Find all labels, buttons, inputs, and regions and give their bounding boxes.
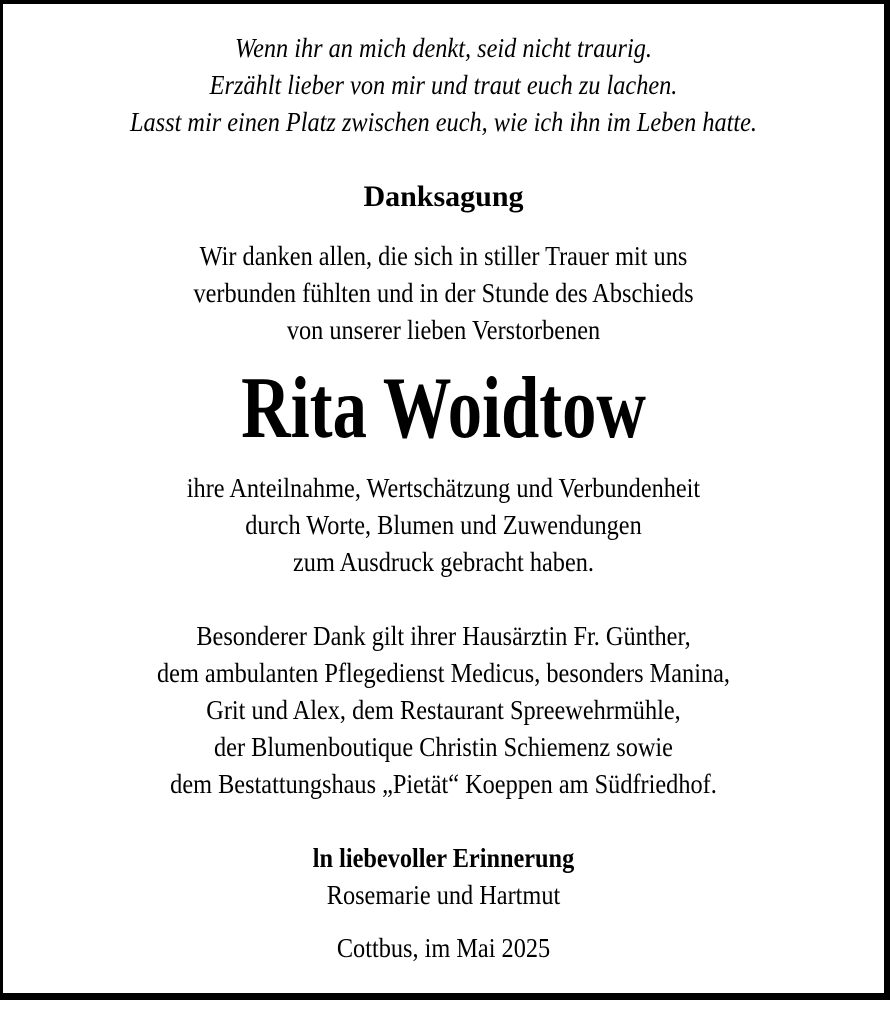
- special-thanks-paragraph: [47, 618, 840, 803]
- closing-block: [47, 840, 840, 914]
- family-line: Rosemarie und Hartmut: [326, 880, 561, 910]
- deceased-name: Rita Woidtow: [241, 360, 646, 457]
- special-thanks-line-5: dem Bestattungshaus „Pietät“ Koeppen am Südfriedhof.: [170, 769, 717, 799]
- obituary-notice: [3, 30, 884, 1019]
- thanks-line-2: durch Worte, Blumen und Zuwendungen: [245, 510, 642, 540]
- deceased-name-row: [3, 360, 884, 457]
- thanks-line-3: zum Ausdruck gebracht haben.: [293, 547, 594, 577]
- place-date-line: Cottbus, im Mai 2025: [336, 933, 551, 963]
- verse-line-3: Lasst mir einen Platz zwischen euch, wie ich ihn im Leben hatte.: [129, 107, 758, 137]
- intro-line-1: Wir danken allen, die sich in stiller Trauer mit uns: [199, 241, 688, 271]
- thanks-paragraph: [47, 470, 840, 581]
- acknowledgement-heading: Danksagung: [363, 180, 524, 213]
- intro-line-2: verbunden fühlten und in der Stunde des Abschieds: [193, 278, 694, 308]
- special-thanks-line-1: Besonderer Dank gilt ihrer Hausärztin Fr. Günther,: [196, 621, 691, 651]
- intro-paragraph: [47, 238, 840, 349]
- special-thanks-line-4: der Blumenboutique Christin Schiemenz sowie: [214, 732, 673, 762]
- verse-line-2: Erzählt lieber von mir und traut euch zu lachen.: [209, 70, 678, 100]
- thanks-line-1: ihre Anteilnahme, Wertschätzung und Verbundenheit: [186, 473, 701, 503]
- special-thanks-line-3: Grit und Alex, dem Restaurant Spreewehrmühle,: [206, 695, 681, 725]
- special-thanks-line-2: dem ambulanten Pflegedienst Medicus, besonders Manina,: [157, 658, 730, 688]
- memorial-verse: [47, 30, 840, 141]
- verse-line-1: Wenn ihr an mich denkt, seid nicht traurig.: [235, 33, 652, 63]
- intro-line-3: von unserer lieben Verstorbenen: [286, 315, 601, 345]
- memory-line: ln liebevoller Erinnerung: [312, 843, 575, 873]
